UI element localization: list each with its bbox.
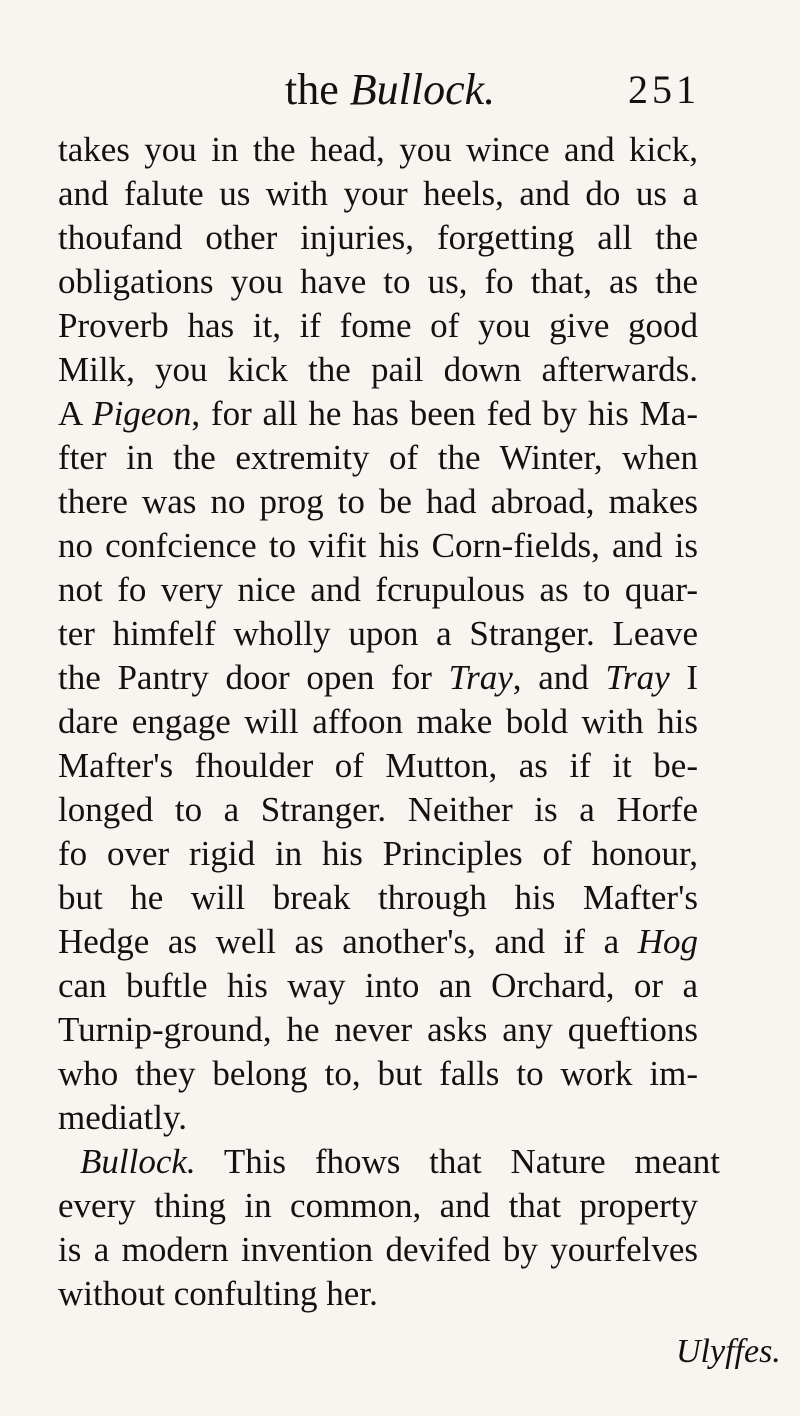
text-segment: dare engage will affoon make bold with his bbox=[58, 702, 698, 741]
text-segment: is a modern invention devifed by yourfelves bbox=[58, 1230, 698, 1269]
text-line bbox=[58, 920, 698, 964]
running-head bbox=[0, 60, 800, 120]
text-line bbox=[58, 832, 698, 876]
text-line bbox=[58, 480, 698, 524]
text-line bbox=[58, 524, 698, 568]
text-segment: obligations you have to us, fo that, as the bbox=[58, 262, 698, 301]
text-line bbox=[58, 656, 698, 700]
italic-text: Tray bbox=[605, 658, 670, 697]
text-segment: fter in the extremity of the Winter, when bbox=[58, 438, 698, 477]
text-segment: fo over rigid in his Principles of honour, bbox=[58, 834, 698, 873]
text-line bbox=[58, 1008, 698, 1052]
text-line bbox=[58, 788, 698, 832]
text-segment: there was no prog to be had abroad, makes bbox=[58, 482, 698, 521]
text-segment: Milk, you kick the pail down afterwards. bbox=[58, 350, 698, 389]
text-segment: Hedge as well as another's, and if a bbox=[58, 922, 638, 961]
text-segment: can buftle his way into an Orchard, or a bbox=[58, 966, 698, 1005]
italic-text: Bullock. bbox=[80, 1142, 196, 1181]
text-segment: and falute us with your heels, and do us a bbox=[58, 174, 698, 213]
running-title-italic: Bullock. bbox=[349, 65, 496, 114]
text-segment: no confcience to vifit his Corn-fields, and is bbox=[58, 526, 698, 565]
text-line bbox=[58, 1272, 378, 1316]
text-line bbox=[58, 128, 698, 172]
text-line bbox=[80, 1140, 720, 1184]
text-line bbox=[58, 876, 698, 920]
text-segment: but he will break through his Mafter's bbox=[58, 878, 698, 917]
text-segment: who they belong to, but falls to work im- bbox=[58, 1054, 698, 1093]
text-segment: Turnip-ground, he never asks any queftions bbox=[58, 1010, 698, 1049]
text-line bbox=[58, 744, 698, 788]
text-line bbox=[58, 1228, 698, 1272]
text-line bbox=[58, 392, 698, 436]
text-line bbox=[58, 348, 698, 392]
text-segment: , and bbox=[512, 658, 606, 697]
text-line bbox=[58, 964, 698, 1008]
text-line bbox=[58, 260, 698, 304]
text-segment: , for all he has been fed by his Ma- bbox=[191, 394, 698, 433]
text-line bbox=[58, 216, 698, 260]
running-title bbox=[285, 60, 495, 120]
text-segment: thoufand other injuries, forgetting all the bbox=[58, 218, 698, 257]
catchword: Ulyffes. bbox=[676, 1333, 781, 1370]
italic-text: Tray bbox=[448, 658, 513, 697]
page-number: 251 bbox=[628, 67, 700, 112]
text-segment: longed to a Stranger. Neither is a Horfe bbox=[58, 790, 698, 829]
text-segment: I bbox=[669, 658, 698, 697]
text-segment: This fhows that Nature meant bbox=[195, 1142, 720, 1181]
text-segment: Mafter's fhoulder of Mutton, as if it be- bbox=[58, 746, 698, 785]
text-line bbox=[58, 700, 698, 744]
text-segment: Proverb has it, if fome of you give good bbox=[58, 306, 698, 345]
text-line bbox=[58, 172, 698, 216]
text-line bbox=[58, 1096, 187, 1140]
italic-text: Pigeon bbox=[92, 394, 192, 433]
running-title-prefix: the bbox=[285, 65, 350, 114]
text-segment: mediatly. bbox=[58, 1098, 187, 1137]
text-segment: every thing in common, and that property bbox=[58, 1186, 698, 1225]
text-segment: without confulting her. bbox=[58, 1274, 378, 1313]
text-segment: A bbox=[58, 394, 93, 433]
text-line bbox=[58, 436, 698, 480]
text-line bbox=[58, 1052, 698, 1096]
text-segment: takes you in the head, you wince and kick, bbox=[58, 130, 698, 169]
italic-text: Hog bbox=[637, 922, 698, 961]
text-line bbox=[58, 612, 698, 656]
text-line bbox=[58, 568, 698, 612]
text-segment: the Pantry door open for bbox=[58, 658, 449, 697]
text-segment: ter himfelf wholly upon a Stranger. Leave bbox=[58, 614, 698, 653]
text-line bbox=[58, 1184, 698, 1228]
text-segment: not fo very nice and fcrupulous as to quar- bbox=[58, 570, 698, 609]
text-line bbox=[58, 304, 698, 348]
